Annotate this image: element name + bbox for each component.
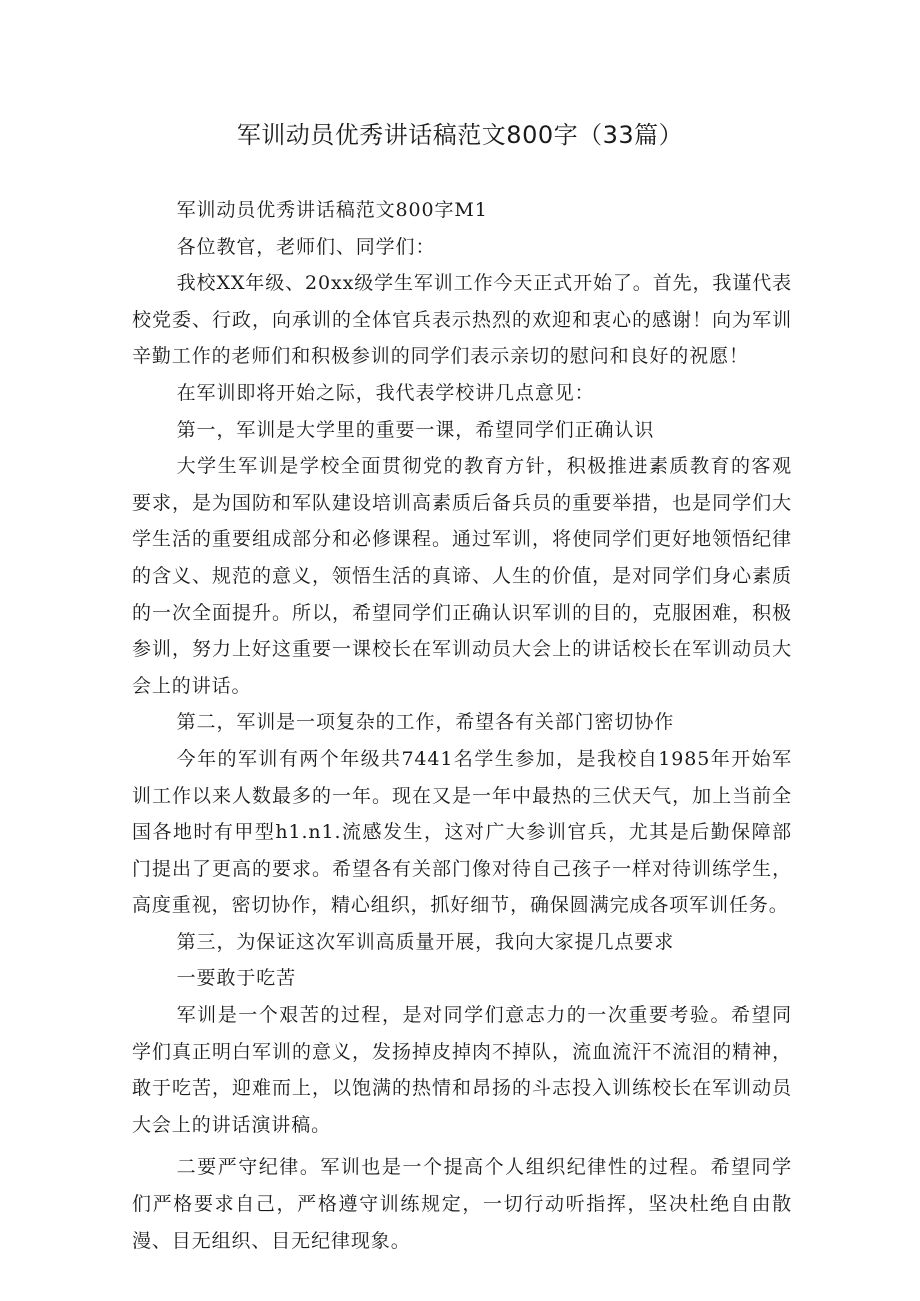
body-paragraph: 大学生军训是学校全面贯彻党的教育方针，积极推进素质教育的客观要求，是为国防和军队建设培训高素质后备兵员的重要举措，也是同学们大学生活的重要组成部分和必修课程。通过军训，将使同学们更好地领悟纪律的含义、规范的意义，领悟生活的真谛、人生的价值，是对同学们身心素质的一次全面提升。所以，希望同学们正确认识军训的目的，克服困难，积极参训，努力上好这重要一课校长在军训动员大会上的讲话校长在军训动员大会上的讲话。 — [132, 455, 792, 697]
body-paragraph: 二要严守纪律。军训也是一个提高个人组织纪律性的过程。希望同学们严格要求自己，严格遵守训练规定，一切行动听指挥，坚决杜绝自由散漫、目无组织、目无纪律现象。 — [132, 1156, 792, 1252]
body-paragraph: 在军训即将开始之际，我代表学校讲几点意见： — [176, 381, 595, 404]
subtitle-paragraph: 军训动员优秀讲话稿范文800字M1 — [176, 199, 488, 221]
body-paragraph: 我校XX年级、20xx级学生军训工作今天正式开始了。首先，我谨代表校党委、行政，向承训的全体官兵表示热烈的欢迎和衷心的感谢！向为军训辛勤工作的老师们和积极参训的同学们表示亲切的慰问和良好的祝愿！ — [132, 272, 793, 368]
salutation-paragraph: 各位教官，老师们、同学们： — [176, 235, 436, 258]
body-paragraph: 军训是一个艰苦的过程，是对同学们意志力的一次重要考验。希望同学们真正明白军训的意义，发扬掉皮掉肉不掉队，流血流汗不流泪的精神，敢于吃苦，迎难而上，以饱满的热情和昂扬的斗志投入训练校长在军训动员大会上的讲话演讲稿。 — [132, 1004, 792, 1136]
section-heading: 第一，军训是大学里的重要一课，希望同学们正确认识 — [176, 418, 655, 441]
sub-heading: 一要敢于吃苦 — [176, 967, 297, 990]
section-heading: 第三，为保证这次军训高质量开展，我向大家提几点要求 — [176, 930, 675, 953]
section-heading: 第二，军训是一项复杂的工作，希望各有关部门密切协作 — [176, 711, 675, 734]
document-title: 军训动员优秀讲话稿范文800字（33篇） — [236, 121, 684, 149]
body-paragraph: 今年的军训有两个年级共7441名学生参加，是我校自1985年开始军训工作以来人数最多的一年。现在又是一年中最热的三伏天气，加上当前全国各地时有甲型h1.n1.流感发生，这对广大参训官兵，尤其是后勤保障部门提出了更高的要求。希望各有关部门像对待自己孩子一样对待训练学生，高度重视，密切协作，精心组织，抓好细节，确保圆满完成各项军训任务。 — [132, 747, 792, 917]
document-body — [132, 192, 792, 1259]
